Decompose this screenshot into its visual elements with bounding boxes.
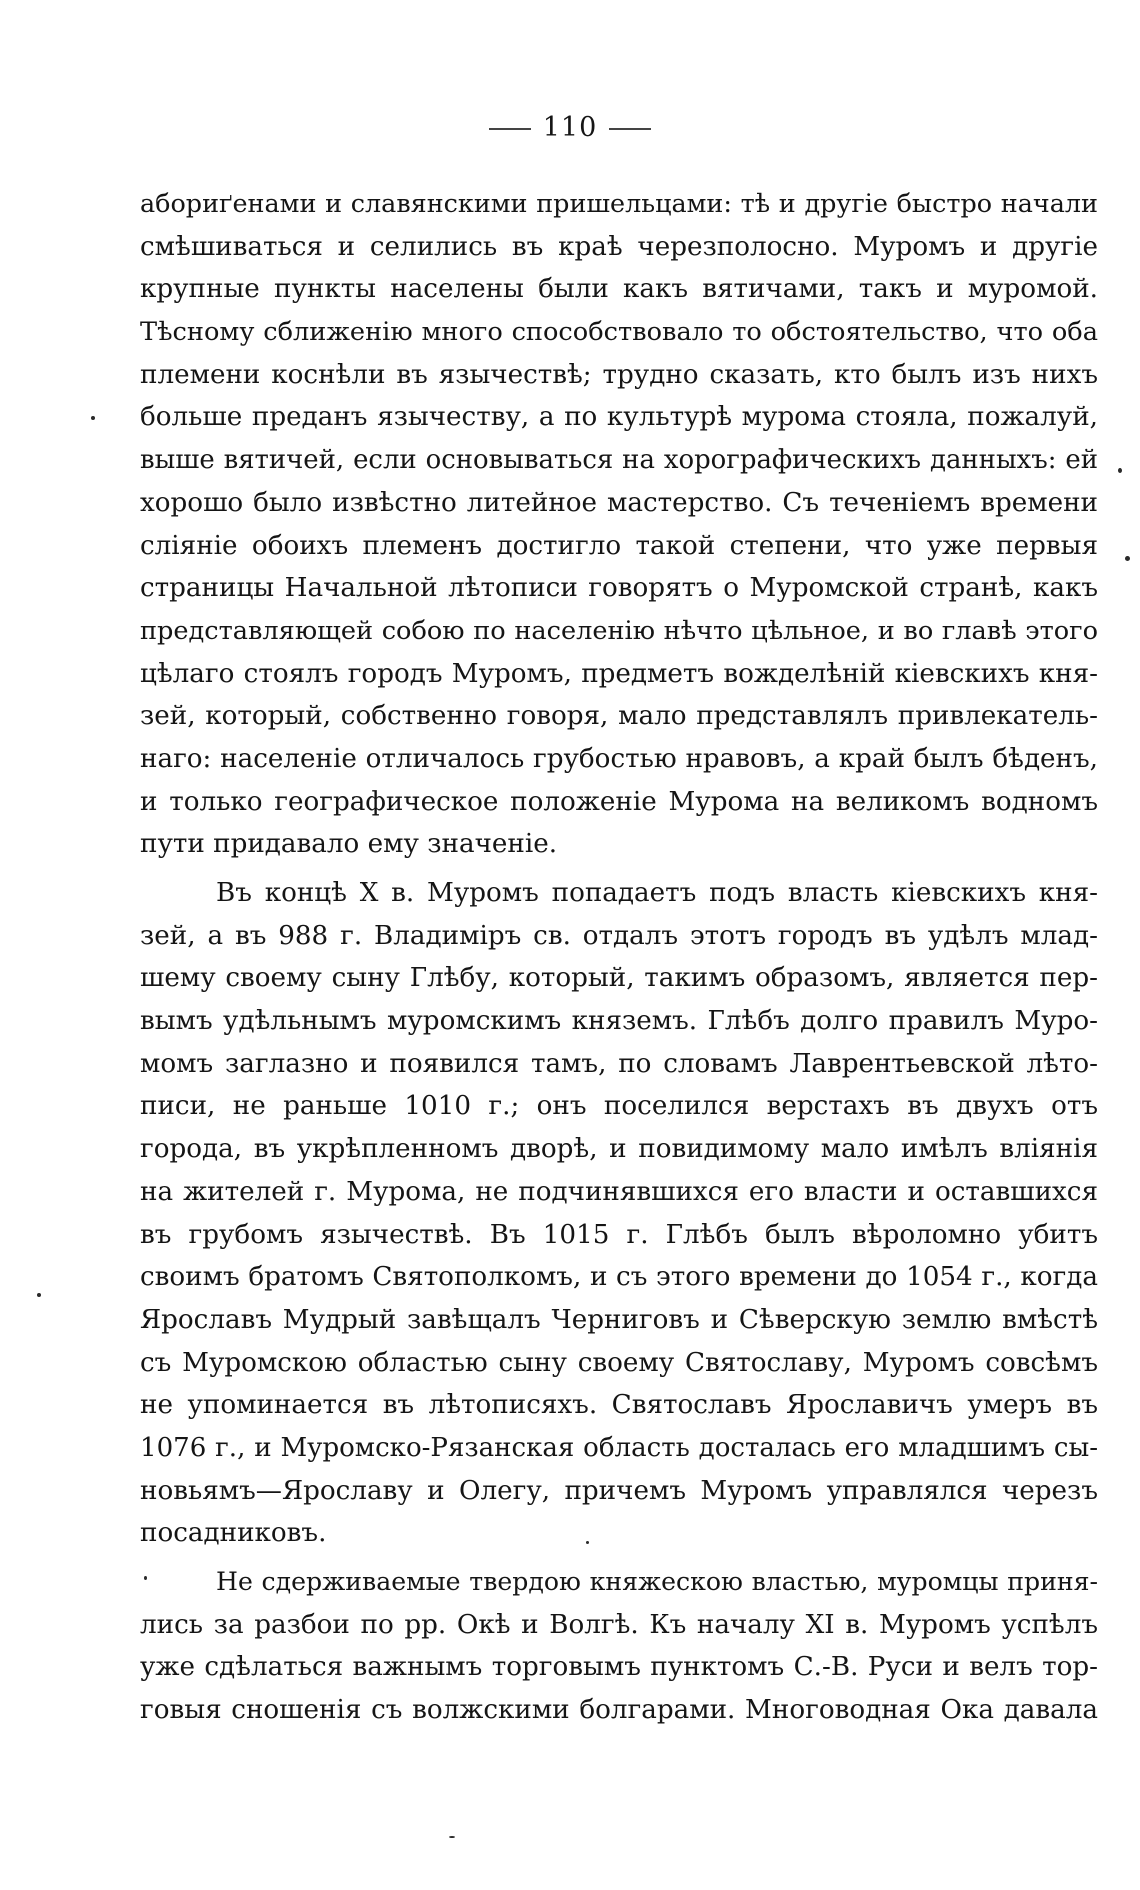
body-text [140,183,1098,1732]
text-line: своимъ братомъ Святополкомъ, и съ этого времени до 1054 г., когда [140,1262,1098,1293]
text-line: страницы Начальной лѣтописи говорятъ о Муромской странѣ, какъ [140,573,1098,604]
header-dash-right [609,128,651,130]
text-line: Въ концѣ X в. Муромъ попадаетъ подъ власть кіевскихъ кня- [216,878,1098,908]
text-line: писи, не раньше 1010 г.; онъ поселился верстахъ въ двухъ отъ [140,1091,1098,1122]
text-line: зей, а въ 988 г. Владиміръ св. отдалъ этотъ городъ въ удѣлъ млад- [140,920,1098,951]
text-line: зей, который, собственно говоря, мало представлялъ привлекатель- [140,701,1098,732]
text-line: лись за разбои по рр. Окѣ и Волгѣ. Къ началу XI в. Муромъ успѣлъ [140,1609,1098,1640]
text-line: племени коснѣли въ язычествѣ; трудно сказать, кто былъ изъ нихъ [140,359,1098,390]
text-line: наго: населеніе отличалось грубостью нравовъ, а край былъ бѣденъ, [140,743,1098,774]
text-line: говыя сношенія съ волжскими болгарами. Многоводная Ока давала [140,1695,1098,1726]
text-line: смѣшиваться и селились въ краѣ черезполосно. Муромъ и другіе [140,231,1098,262]
margin-speck [37,1293,41,1297]
page-number-header [0,112,1140,143]
text-line: Ярославъ Мудрый завѣщалъ Черниговъ и Сѣверскую землю вмѣстѣ [140,1304,1098,1335]
text-line: новьямъ—Ярославу и Олегу, причемъ Муромъ управлялся черезъ [140,1475,1098,1506]
text-line: уже сдѣлаться важнымъ торговымъ пунктомъ С.-В. Руси и велъ тор- [140,1652,1098,1683]
text-line: Не сдерживаемые твердою княжескою властью, муромцы приня- [216,1567,1098,1596]
margin-speck [449,1836,455,1838]
paragraph [140,872,1098,1555]
text-line: сліяніе обоихъ племенъ достигло такой степени, что уже первыя [140,530,1098,561]
text-line: больше преданъ язычеству, а по культурѣ мурома стояла, пожалуй, [140,402,1098,433]
text-line: крупные пункты населены были какъ вятичами, такъ и муромой. [140,274,1098,305]
text-line: на жителей г. Мурома, не подчинявшихся его власти и оставшихся [140,1176,1098,1207]
text-line: въ грубомъ язычествѣ. Въ 1015 г. Глѣбъ былъ вѣроломно убитъ [140,1219,1098,1250]
text-line: вымъ удѣльнымъ муромскимъ княземъ. Глѣбъ долго правилъ Муро- [140,1006,1098,1037]
text-line: и только географическое положеніе Мурома на великомъ водномъ [140,786,1098,817]
paragraph [140,183,1098,866]
header-dash-left [489,128,531,130]
page-number: 110 [542,112,598,143]
margin-speck [1118,468,1122,473]
margin-speck [1125,556,1130,561]
text-line: представляющей собою по населенію нѣчто цѣльное, и во главѣ этого [140,615,1098,646]
text-line: города, въ укрѣпленномъ дворѣ, и повидимому мало имѣлъ вліянія [140,1134,1098,1165]
text-line: цѣлаго стоялъ городъ Муромъ, предметъ вожделѣній кіевскихъ кня- [140,658,1098,689]
text-line: Тѣсному сближенію много способствовало то обстоятельство, что оба [140,317,1098,348]
text-line: момъ заглазно и появился тамъ, по словамъ Лаврентьевской лѣто- [140,1048,1098,1079]
text-line: посадниковъ. [140,1518,327,1549]
margin-speck [586,1541,589,1544]
text-line: 1076 г., и Муромско-Рязанская область досталась его младшимъ сы- [140,1432,1098,1463]
text-line: шему своему сыну Глѣбу, который, такимъ образомъ, является пер- [140,963,1098,994]
paragraph [140,1561,1098,1732]
text-line: съ Муромскою областью сыну своему Святославу, Муромъ совсѣмъ [140,1347,1098,1378]
text-line: абориґенами и славянскими пришельцами: тѣ и другіе быстро начали [140,189,1098,219]
text-line: не упоминается въ лѣтописяхъ. Святославъ Ярославичъ умеръ въ [140,1390,1098,1421]
text-line: пути придавало ему значеніе. [140,829,558,860]
margin-speck [91,416,95,420]
text-line: хорошо было извѣстно литейное мастерство. Съ теченіемъ времени [140,487,1098,518]
margin-speck [144,1576,147,1580]
text-line: выше вятичей, если основываться на хорографическихъ данныхъ: ей [140,445,1098,476]
